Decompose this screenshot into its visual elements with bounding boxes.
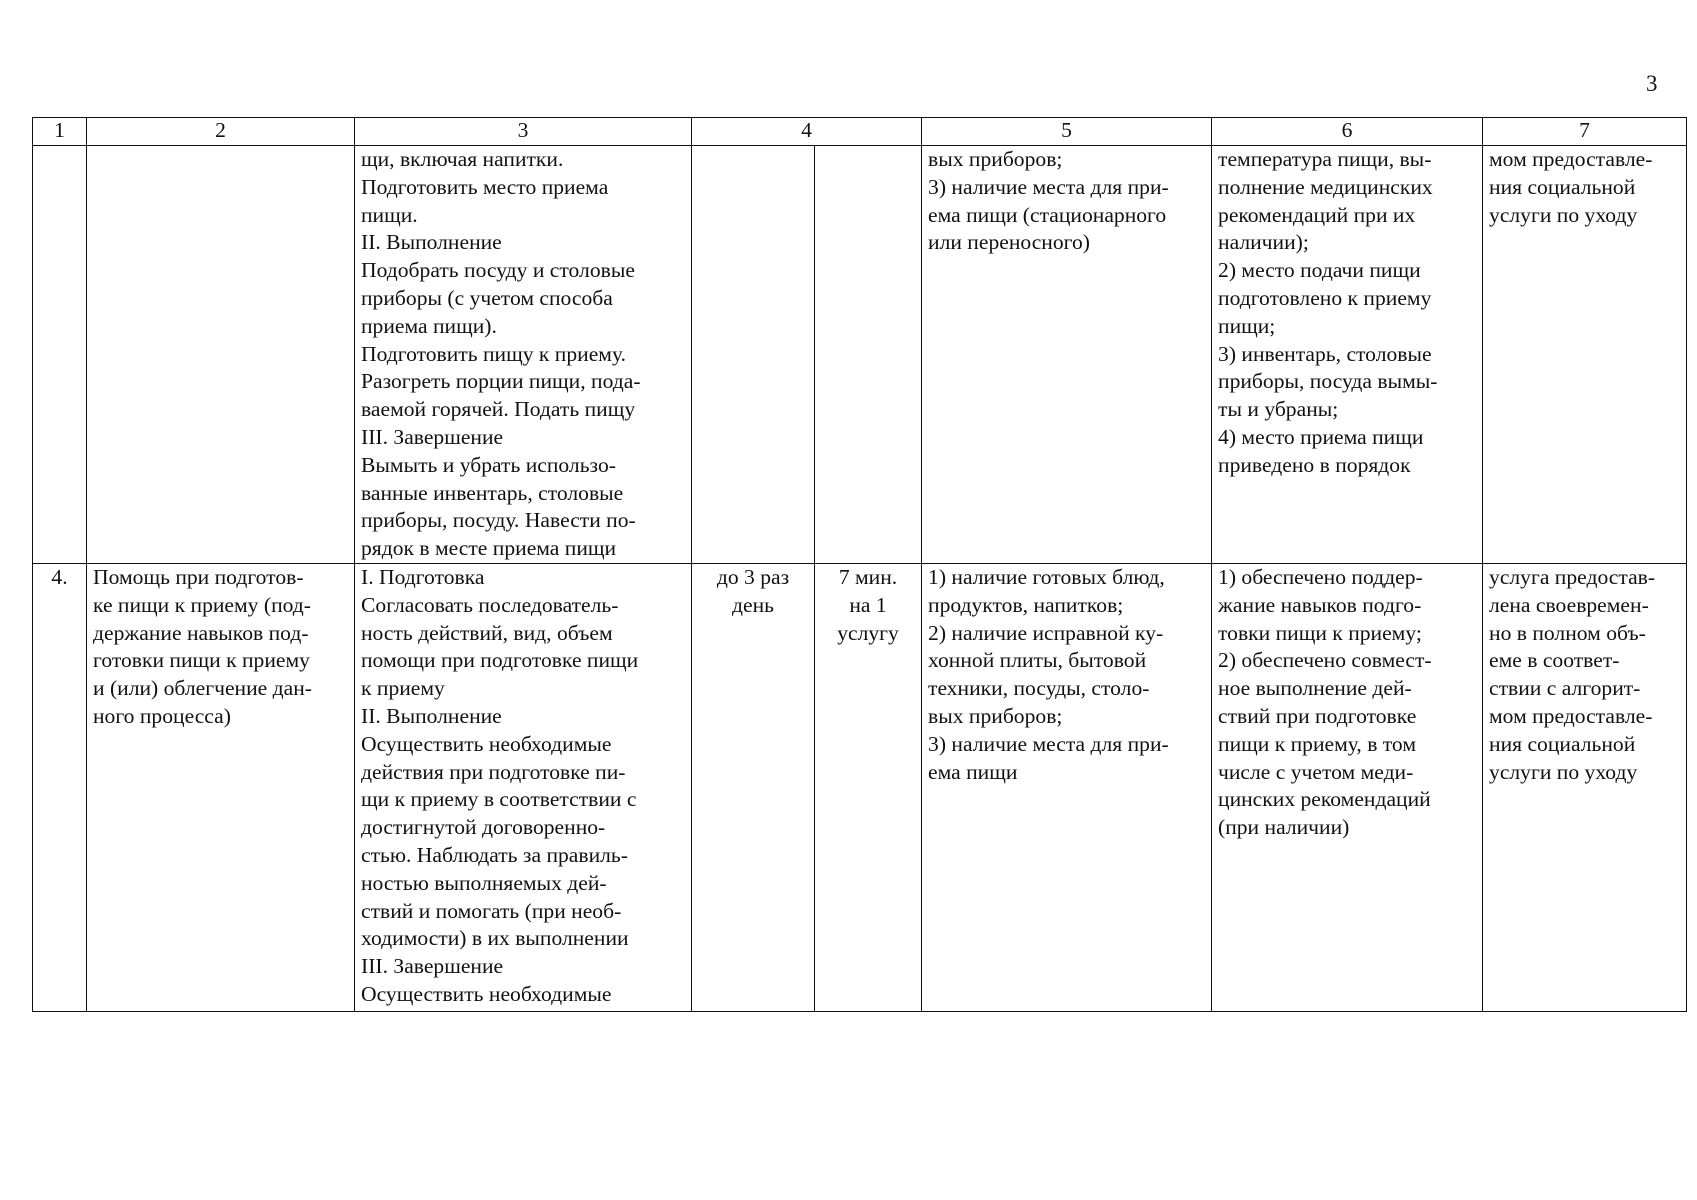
table-header-row [33,118,1687,146]
header-cell-7: 7 [1483,118,1687,146]
cell-frequency [692,146,815,564]
header-cell-3: 3 [355,118,692,146]
cell-service-name: Помощь при подготов- ке пищи к приему (под- держание навыков под- готовки пищи к приему и (или) облегчение дан- ного процесса) [87,563,355,1011]
header-cell-6: 6 [1212,118,1483,146]
header-cell-2: 2 [87,118,355,146]
header-cell-5: 5 [922,118,1212,146]
cell-duration: 7 мин. на 1 услугу [815,563,922,1011]
cell-quality-indicators: температура пищи, вы- полнение медицинских рекомендаций при их наличии); 2) место подачи пищи подготовлено к приему пищи; 3) инвентарь, столовые приборы, посуда вымы- ты и убраны; 4) место приема пищи приведено в порядок [1212,146,1483,564]
cell-frequency: до 3 раз день [692,563,815,1011]
cell-number [33,146,87,564]
cell-number: 4. [33,563,87,1011]
cell-duration [815,146,922,564]
table-row-4 [33,563,1687,1011]
cell-procedure: щи, включая напитки. Подготовить место приема пищи. II. Выполнение Подобрать посуду и столовые приборы (с учетом способа приема пищи). Подготовить пищу к приему. Разогреть порции пищи, пода- ваемой горячей. Подать пищу III. Завершение Вымыть и убрать использо- ванные инвентарь, столовые приборы, посуду. Навести по- рядок в месте приема пищи [355,146,692,564]
cell-quality-indicators: 1) обеспечено поддер- жание навыков подго- товки пищи к приему; 2) обеспечено совмест- ное выполнение дей- ствий при подготовке пищи к приему, в том числе с учетом меди- цинских рекомендаций (при наличии) [1212,563,1483,1011]
services-table [32,117,1687,1012]
cell-conditions: вых приборов; 3) наличие места для при- ема пищи (стационарного или переносного) [922,146,1212,564]
header-cell-4: 4 [692,118,922,146]
cell-procedure: I. Подготовка Согласовать последователь- ность действий, вид, объем помощи при подготовке пищи к приему II. Выполнение Осуществить необходимые действия при подготовке пи- щи к приему в соответствии с достигнутой договоренно- стью. Наблюдать за правиль- ностью выполняемых дей- ствий и помогать (при необ- ходимости) в их выполнении III. Завершение Осуществить необходимые [355,563,692,1011]
cell-service-name [87,146,355,564]
cell-evaluation: мом предоставле- ния социальной услуги по уходу [1483,146,1687,564]
cell-conditions: 1) наличие готовых блюд, продуктов, напитков; 2) наличие исправной ку- хонной плиты, бытовой техники, посуды, столо- вых приборов; 3) наличие места для при- ема пищи [922,563,1212,1011]
cell-evaluation: услуга предостав- лена своевремен- но в полном объ- еме в соответ- ствии с алгорит- мом предоставле- ния социальной услуги по уходу [1483,563,1687,1011]
page-number: 3 [1646,71,1658,96]
table-row-continued [33,146,1687,564]
header-cell-1: 1 [33,118,87,146]
